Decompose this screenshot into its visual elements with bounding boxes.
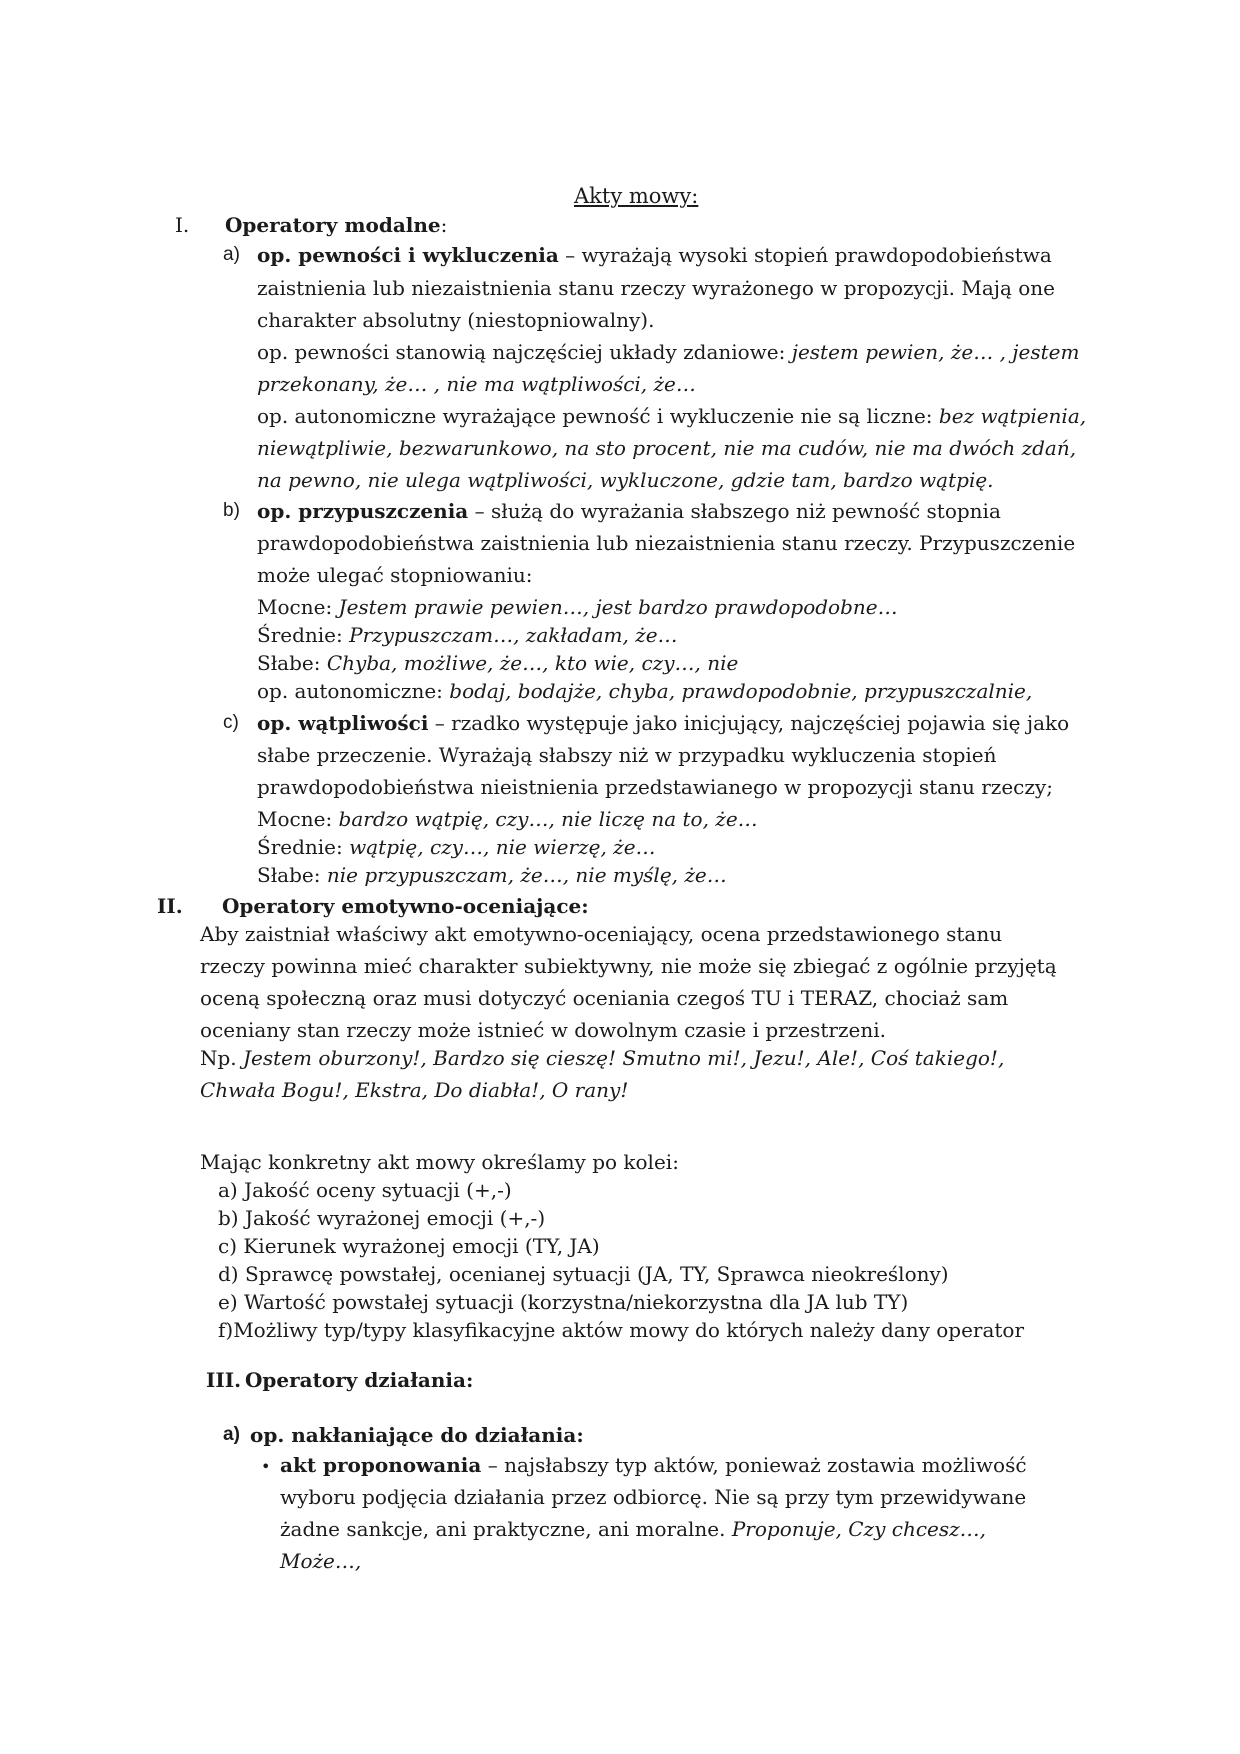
item-1a-line-1-marker: a) — [223, 244, 240, 265]
criteria-intro — [200, 1149, 679, 1175]
text-segment: wyboru podjęcia działania przez odbiorcę. Nie są przy tym przewidywane — [280, 1485, 1027, 1509]
text-segment: nie przypuszczam, że…, nie myślę, że… — [326, 863, 727, 887]
bullet-akt-proponowania-line-4 — [280, 1548, 361, 1574]
text-segment: prawdopodobieństwa nieistnienia przedstawianego w propozycji stanu rzeczy; — [257, 775, 1053, 799]
bullet-akt-proponowania-line-3 — [280, 1516, 986, 1542]
text-segment: – najsłabszy typ aktów, ponieważ zostawia możliwość — [481, 1453, 1027, 1477]
text-segment: op. pewności stanowią najczęściej układy zdaniowe: — [257, 340, 792, 364]
text-segment: Operatory działania: — [245, 1368, 474, 1392]
text-segment: – wyrażają wysoki stopień prawdopodobieństwa — [558, 243, 1052, 267]
text-segment: Mając konkretny akt mowy określamy po kolei: — [200, 1150, 679, 1174]
item-1b-line-3 — [257, 562, 533, 588]
text-segment: b) Jakość wyrażonej emocji (+,-) — [218, 1206, 546, 1230]
item-1b-line-2 — [257, 530, 1075, 556]
text-segment: oceniany stan rzeczy może istnieć w dowolnym czasie i przestrzeni. — [200, 1018, 886, 1042]
text-segment: – rzadko występuje jako inicjujący, najczęściej pojawia się jako — [428, 711, 1070, 735]
doc-title — [574, 183, 698, 209]
text-segment: d) Sprawcę powstałej, ocenianej sytuacji (JA, TY, Sprawca nieokreślony) — [218, 1262, 949, 1286]
text-segment: niewątpliwie, bezwarunkowo, na sto procent, nie ma cudów, nie ma dwóch zdań, — [257, 436, 1077, 460]
text-segment: op. autonomiczne wyrażające pewność i wykluczenie nie są liczne: — [257, 404, 939, 428]
section-2-para-line-2 — [200, 953, 1057, 979]
item-1b-line-1 — [223, 498, 1001, 524]
text-segment: Mocne: — [257, 807, 339, 831]
item-1a-line-7 — [257, 435, 1076, 461]
section-2-para-line-4 — [200, 1017, 886, 1043]
text-segment: Akty mowy: — [574, 184, 699, 208]
text-segment: op. przypuszczenia — [257, 499, 469, 523]
text-segment: słabe przeczenie. Wyrażają słabszy niż w przypadku wykluczenia stopień — [257, 743, 997, 767]
text-segment: Słabe: — [257, 651, 327, 675]
text-segment: – służą do wyrażania słabszego niż pewność stopnia — [468, 499, 1001, 523]
criteria-item-e — [218, 1289, 908, 1315]
text-segment: jestem pewien, że… , jestem — [791, 340, 1080, 364]
text-segment: rzeczy powinna mieć charakter subiektywny, nie może się zbiegać z ogólnie przyjętą — [200, 954, 1057, 978]
text-segment: prawdopodobieństwa zaistnienia lub niezaistnienia stanu rzeczy. Przypuszczenie — [257, 531, 1076, 555]
section-2-heading-marker: II. — [157, 894, 183, 918]
text-segment: przekonany, że… , nie ma wątpliwości, że… — [257, 372, 696, 396]
bullet-akt-proponowania-line-1-marker: • — [261, 1457, 271, 1476]
text-segment: Np. — [200, 1046, 244, 1070]
text-segment: bodaj, bodajże, chyba, prawdopodobnie, przypuszczalnie, — [449, 679, 1033, 703]
text-segment: bardzo wątpię, czy…, nie liczę na to, że… — [338, 807, 758, 831]
item-1b-line-4 — [257, 594, 898, 620]
text-segment: Średnie: — [257, 835, 350, 859]
text-segment: f)Możliwy typ/typy klasyfikacyjne aktów mowy do których należy dany operator — [218, 1318, 1025, 1342]
text-segment: Słabe: — [257, 863, 327, 887]
item-1c-line-1 — [223, 710, 1070, 736]
criteria-item-b — [218, 1205, 545, 1231]
text-segment: Proponuje, Czy chcesz…, — [731, 1517, 987, 1541]
text-segment: Chyba, możliwe, że…, kto wie, czy…, nie — [326, 651, 739, 675]
text-segment: Może…, — [280, 1549, 362, 1573]
item-1c-line-2 — [257, 742, 997, 768]
text-segment: żadne sankcje, ani praktyczne, ani moralne. — [280, 1517, 732, 1541]
item-1b-line-1-marker: b) — [223, 500, 240, 521]
section-2-heading — [157, 893, 589, 919]
item-1c-line-6 — [257, 862, 727, 888]
text-segment: op. nakłaniające do działania: — [250, 1423, 584, 1447]
item-1a-line-6 — [257, 403, 1086, 429]
criteria-item-c — [218, 1233, 600, 1259]
section-2-example-line-2 — [200, 1077, 628, 1103]
section-2-para-line-3 — [200, 985, 1008, 1011]
text-segment: Jestem oburzony!, Bardzo się cieszę! Smutno mi!, Jezu!, Ale!, Coś takiego!, — [243, 1046, 1005, 1070]
item-1c-line-5 — [257, 834, 656, 860]
text-segment: akt proponowania — [280, 1453, 482, 1477]
criteria-item-a — [218, 1177, 512, 1203]
criteria-item-d — [218, 1261, 949, 1287]
item-1a-line-5 — [257, 371, 696, 397]
text-segment: op. autonomiczne: — [257, 679, 450, 703]
text-segment: op. pewności i wykluczenia — [257, 243, 559, 267]
text-segment: a) Jakość oceny sytuacji (+,-) — [218, 1178, 512, 1202]
bullet-akt-proponowania-line-2 — [280, 1484, 1026, 1510]
criteria-item-f — [218, 1317, 1024, 1343]
bullet-akt-proponowania-line-1 — [261, 1452, 1027, 1478]
item-3a-heading — [223, 1422, 584, 1448]
item-1a-line-1 — [223, 242, 1052, 268]
text-segment: Przypuszczam…, zakładam, że… — [349, 623, 678, 647]
item-1b-line-5 — [257, 622, 678, 648]
text-segment: Jestem prawie pewien…, jest bardzo prawdopodobne… — [338, 595, 898, 619]
item-1b-line-6 — [257, 650, 738, 676]
section-2-para-line-1 — [200, 921, 1002, 947]
section-1-heading-marker: I. — [175, 213, 190, 237]
text-segment: bez wątpienia, — [938, 404, 1087, 428]
text-segment: e) Wartość powstałej sytuacji (korzystna/niekorzystna dla JA lub TY) — [218, 1290, 909, 1314]
item-1c-line-1-marker: c) — [223, 712, 239, 733]
item-1c-line-3 — [257, 774, 1053, 800]
section-1-heading — [175, 212, 448, 238]
text-segment: oceną społeczną oraz musi dotyczyć oceniania czegoś TU i TERAZ, chociaż sam — [200, 986, 1009, 1010]
text-segment: na pewno, nie ulega wątpliwości, wykluczone, gdzie tam, bardzo wątpię. — [257, 468, 994, 492]
text-segment: wątpię, czy…, nie wierzę, że… — [349, 835, 656, 859]
text-segment: Aby zaistniał właściwy akt emotywno-oceniający, ocena przedstawionego stanu — [200, 922, 1003, 946]
text-segment: zaistnienia lub niezaistnienia stanu rzeczy wyrażonego w propozycji. Mają one — [257, 276, 1055, 300]
text-segment: op. wątpliwości — [257, 711, 429, 735]
text-segment: Mocne: — [257, 595, 339, 619]
text-segment: charakter absolutny (niestopniowalny). — [257, 308, 655, 332]
section-3-heading — [206, 1367, 474, 1393]
text-segment: Średnie: — [257, 623, 350, 647]
item-1c-line-4 — [257, 806, 758, 832]
section-3-heading-marker: III. — [206, 1368, 242, 1392]
text-segment: Chwała Bogu!, Ekstra, Do diabła!, O rany! — [200, 1078, 629, 1102]
item-1a-line-3 — [257, 307, 654, 333]
text-segment: c) Kierunek wyrażonej emocji (TY, JA) — [218, 1234, 600, 1258]
item-1a-line-8 — [257, 467, 994, 493]
item-3a-heading-marker: a) — [223, 1424, 240, 1445]
item-1b-line-7 — [257, 678, 1032, 704]
item-1a-line-2 — [257, 275, 1055, 301]
text-segment: może ulegać stopniowaniu: — [257, 563, 533, 587]
text-segment: : — [440, 213, 448, 237]
item-1a-line-4 — [257, 339, 1079, 365]
section-2-example-line-1 — [200, 1045, 1004, 1071]
text-segment: Operatory modalne — [225, 213, 441, 237]
text-segment: Operatory emotywno-oceniające: — [222, 894, 589, 918]
